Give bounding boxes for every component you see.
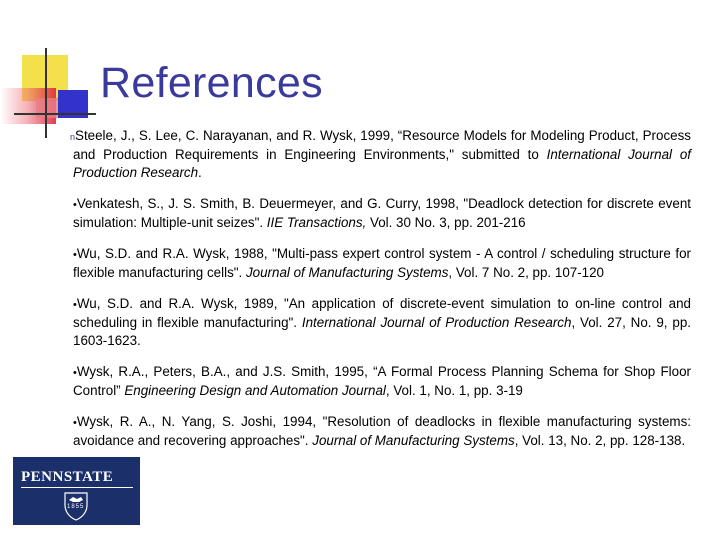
reference-details: Vol. 30 No. 3, pp. 201-216 [366,215,526,230]
reference-journal: Journal of Manufacturing Systems [312,433,515,448]
bullet-icon: • [73,367,77,379]
reference-details: , Vol. 1, No. 1, pp. 3-19 [385,383,523,398]
reference-journal: International Journal of Production Research [73,147,692,180]
decoration-vertical-line [45,48,47,138]
reference-item [73,245,691,282]
reference-text: Wu, S.D. and R.A. Wysk, 1989, "An application of discrete-event simulation to on-line control and scheduling in flexible manufacturing". [73,296,691,330]
reference-details: , Vol. 7 No. 2, pp. 107-120 [448,265,605,280]
logo-year: 1855 [67,504,85,510]
reference-text: Steele, J., S. Lee, C. Narayanan, and R. Wysk, 1999, “Resource Models for Modeling Product, Process and Production Requirements in Engineering Environments," submitted to [73,128,691,162]
reference-item [70,127,692,182]
decoration-horizontal-line [14,113,96,115]
reference-text: Wysk, R. A., N. Yang, S. Joshi, 1994, "Resolution of deadlocks in flexible manufacturing systems: avoidance and recovering approaches". [73,414,691,448]
reference-journal: IIE Transactions, [266,215,367,230]
pennstate-logo [13,457,140,525]
reference-text: Wu, S.D. and R.A. Wysk, 1988, "Multi-pass expert control system - A control / scheduling structure for flexible manufacturing cells". [73,246,691,280]
reference-journal: International Journal of Production Research [301,315,572,330]
slide-title: References [100,59,323,107]
bullet-icon: • [73,417,77,429]
reference-item [73,195,691,232]
reference-item [73,363,691,400]
reference-item [73,295,691,350]
reference-text: Venkatesh, S., J. S. Smith, B. Deuermeyer, and G. Curry, 1998, "Deadlock detection for discrete event simulation: Multiple-unit seizes". [73,196,691,230]
logo-rule [21,487,133,488]
bullet-icon: • [73,199,77,211]
reference-details: . [198,165,202,180]
reference-journal: Engineering Design and Automation Journal [124,383,386,398]
reference-journal: Journal of Manufacturing Systems [245,265,449,280]
bullet-icon: • [73,299,77,311]
reference-details: , Vol. 13, No. 2, pp. 128-138. [514,433,686,448]
reference-item [73,413,691,450]
bullet-icon: n [70,132,76,142]
reference-text: Wysk, R.A., Peters, B.A., and J.S. Smith, 1995, “A Formal Process Planning Schema for Shop Floor Control” [73,364,691,398]
reference-list [70,127,692,463]
bullet-icon: • [73,249,77,261]
reference-details: , Vol. 27, No. 9, pp. 1603-1623. [73,315,692,348]
logo-text: PENNSTATE [21,469,114,485]
